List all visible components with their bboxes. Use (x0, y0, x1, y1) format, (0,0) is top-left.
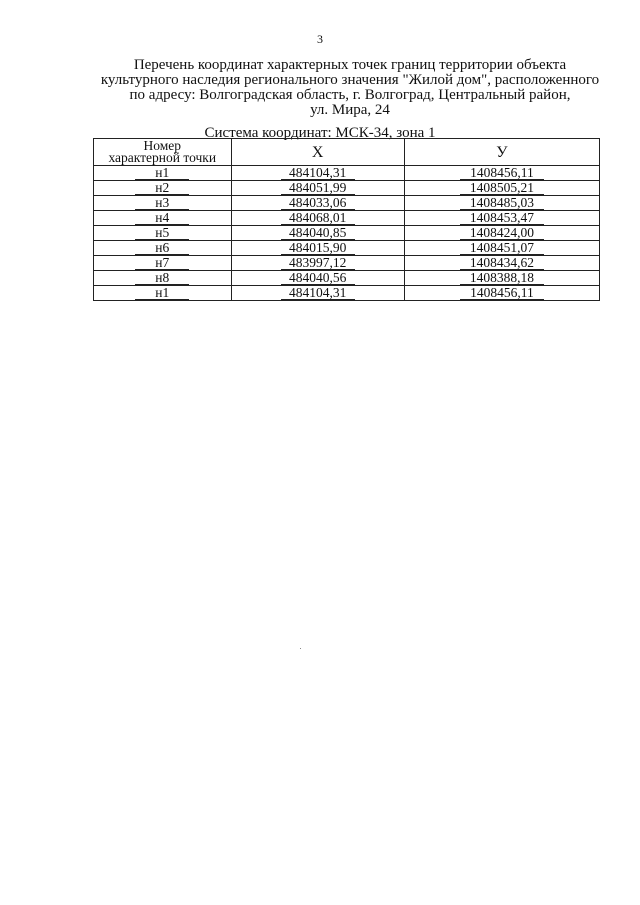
y-coordinate-cell-value: 1408456,11 (460, 167, 544, 180)
y-coordinate-cell-value: 1408505,21 (460, 182, 544, 195)
table-row (94, 226, 600, 241)
x-coordinate-cell-value: 484040,56 (281, 272, 355, 285)
y-coordinate-cell-value: 1408388,18 (460, 272, 544, 285)
point-number-cell-value: н5 (135, 227, 189, 240)
page-number: 3 (317, 32, 323, 46)
point-number-cell-value: н2 (135, 182, 189, 195)
point-number-cell (94, 211, 232, 226)
y-coordinate-cell (404, 226, 599, 241)
title-line: ул. Мира, 24 (310, 102, 390, 118)
header-x: Х (231, 139, 404, 166)
header-point-line: Номер (143, 138, 182, 153)
point-number-cell (94, 196, 232, 211)
point-number-cell (94, 271, 232, 286)
x-coordinate-cell (231, 271, 404, 286)
y-coordinate-cell-value: 1408424,00 (460, 227, 544, 240)
header-y: У (404, 139, 599, 166)
y-coordinate-cell (404, 181, 599, 196)
point-number-cell-value: н1 (135, 287, 189, 300)
y-coordinate-cell-value: 1408485,03 (460, 197, 544, 210)
title-line: культурного наследия регионального значения "Жилой дом", расположенного (100, 72, 600, 88)
y-coordinate-cell (404, 211, 599, 226)
table-row (94, 241, 600, 256)
point-number-cell-value: н8 (135, 272, 189, 285)
x-coordinate-cell-value: 484068,01 (281, 212, 355, 225)
y-coordinate-cell-value: 1408453,47 (460, 212, 544, 225)
x-coordinate-cell (231, 211, 404, 226)
header-point-line: характерной точки (108, 150, 217, 165)
coordinates-table (93, 138, 600, 301)
table-row (94, 211, 600, 226)
point-number-cell-value: н3 (135, 197, 189, 210)
point-number-cell (94, 241, 232, 256)
point-number-cell (94, 256, 232, 271)
x-coordinate-cell-value: 484015,90 (281, 242, 355, 255)
y-coordinate-cell (404, 271, 599, 286)
x-coordinate-cell (231, 166, 404, 181)
x-coordinate-cell (231, 226, 404, 241)
point-number-cell-value: н1 (135, 167, 189, 180)
y-coordinate-cell-value: 1408456,11 (460, 287, 544, 300)
x-coordinate-cell-value: 484033,06 (281, 197, 355, 210)
title-line: по адресу: Волгоградская область, г. Волгоград, Центральный район, (129, 87, 571, 103)
point-number-cell (94, 181, 232, 196)
y-coordinate-cell (404, 241, 599, 256)
x-coordinate-cell-value: 484104,31 (281, 287, 355, 300)
table-row (94, 196, 600, 211)
coordinate-system-caption: Система координат: МСК-34, зона 1 (204, 125, 436, 141)
table-row (94, 181, 600, 196)
point-number-cell-value: н4 (135, 212, 189, 225)
x-coordinate-cell (231, 286, 404, 301)
table-row (94, 271, 600, 286)
point-number-cell (94, 286, 232, 301)
table-row (94, 256, 600, 271)
point-number-cell-value: н7 (135, 257, 189, 270)
header-point-number (94, 139, 232, 166)
scan-speck (300, 648, 301, 649)
point-number-cell (94, 226, 232, 241)
x-coordinate-cell (231, 181, 404, 196)
y-coordinate-cell (404, 256, 599, 271)
title-line: Перечень координат характерных точек границ территории объекта (133, 57, 567, 73)
table-header-row (94, 139, 600, 166)
y-coordinate-cell-value: 1408434,62 (460, 257, 544, 270)
y-coordinate-cell (404, 196, 599, 211)
x-coordinate-cell-value: 483997,12 (281, 257, 355, 270)
y-coordinate-cell (404, 166, 599, 181)
y-coordinate-cell-value: 1408451,07 (460, 242, 544, 255)
table-row (94, 286, 600, 301)
x-coordinate-cell-value: 484040,85 (281, 227, 355, 240)
point-number-cell (94, 166, 232, 181)
x-coordinate-cell-value: 484104,31 (281, 167, 355, 180)
x-coordinate-cell-value: 484051,99 (281, 182, 355, 195)
y-coordinate-cell (404, 286, 599, 301)
x-coordinate-cell (231, 256, 404, 271)
table-body (94, 166, 600, 301)
document-title (60, 58, 640, 118)
point-number-cell-value: н6 (135, 242, 189, 255)
table-row (94, 166, 600, 181)
x-coordinate-cell (231, 241, 404, 256)
x-coordinate-cell (231, 196, 404, 211)
